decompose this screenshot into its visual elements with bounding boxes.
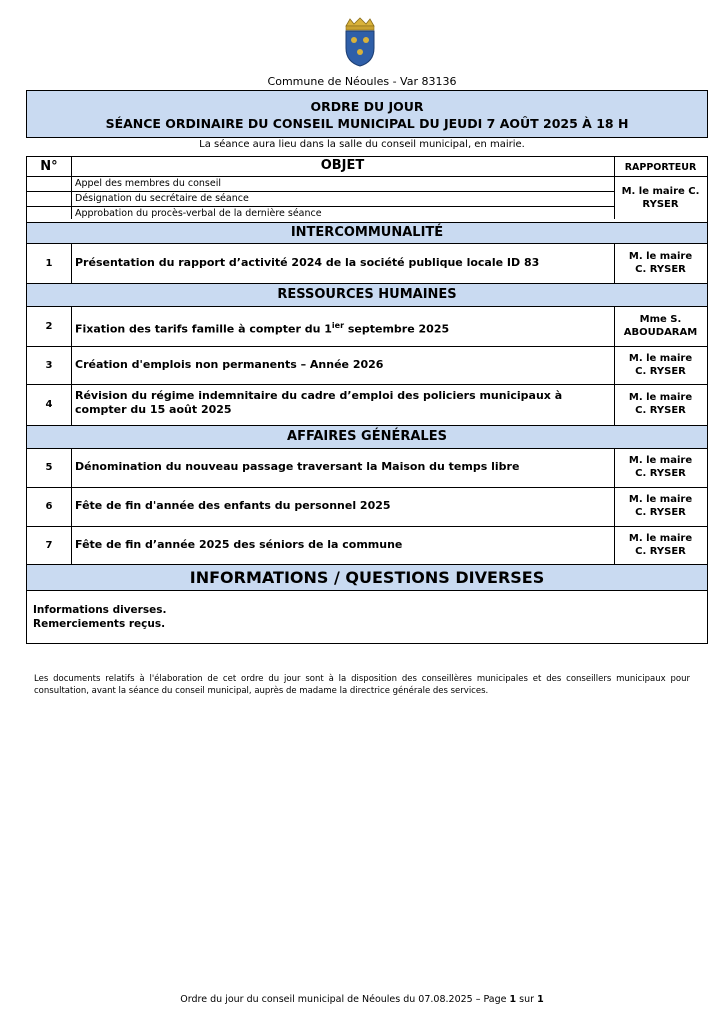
info-line: Informations diverses. — [33, 604, 167, 616]
section-intercommunalite: INTERCOMMUNALITÉ — [27, 223, 707, 243]
item-object: Révision du régime indemnitaire du cadre d’emploi des policiers municipaux à compter du 15 août 2025 — [75, 389, 563, 416]
prelim-item: Appel des membres du conseil — [75, 178, 222, 189]
prelim-rapporteur: M. le maire C. RYSER — [621, 186, 700, 210]
documents-note: Les documents relatifs à l'élaboration de cet ordre du jour sont à la disposition des conseillères municipales et des conseillers municipaux pour consultation, avant la séance du conseil municipal, auprès de madame la directrice générale des services. — [34, 674, 690, 696]
item-rapporteur: M. le maire C. RYSER — [628, 494, 693, 518]
item-object: Fixation des tarifs famille à compter du $1^{ier}$ septembre 2025 — [75, 321, 450, 336]
session-subtitle: SÉANCE ORDINAIRE DU CONSEIL MUNICIPAL DU JEUDI 7 AOÛT 2025 À 18 H — [105, 116, 629, 131]
item-object: Création d'emplois non permanents – Année 2026 — [75, 358, 384, 371]
item-number: 1 — [45, 258, 53, 269]
agenda-table — [26, 156, 708, 644]
item-object: Dénomination du nouveau passage traversant la Maison du temps libre — [75, 460, 520, 473]
item-rapporteur: M. le maire C. RYSER — [628, 533, 693, 557]
municipal-coat-of-arms-icon — [340, 16, 380, 68]
item-rapporteur: M. le maire C. RYSER — [628, 455, 693, 479]
prelim-item: Approbation du procès-verbal de la dernière séance — [75, 208, 322, 219]
item-number: 5 — [45, 462, 53, 473]
item-rapporteur: M. le maire C. RYSER — [628, 392, 693, 416]
section-affaires-generales: AFFAIRES GÉNÉRALES — [27, 426, 707, 448]
page-title: ORDRE DU JOUR — [310, 99, 424, 114]
item-object: Présentation du rapport d’activité 2024 de la société publique locale ID 83 — [75, 256, 540, 269]
item-rapporteur: Mme S. ABOUDARAM — [623, 314, 698, 338]
item-number: 3 — [45, 360, 53, 371]
session-location: La séance aura lieu dans la salle du conseil municipal, en mairie. — [199, 139, 525, 150]
item-rapporteur: M. le maire C. RYSER — [628, 353, 693, 377]
item-number: 7 — [45, 540, 53, 551]
info-line: Remerciements reçus. — [33, 618, 166, 630]
section-ressources-humaines: RESSOURCES HUMAINES — [27, 284, 707, 306]
item-number: 2 — [45, 321, 53, 332]
item-object: Fête de fin d'année des enfants du personnel 2025 — [75, 499, 391, 512]
commune-name: Commune de Néoules - Var 83136 — [267, 75, 457, 88]
info-block — [33, 603, 166, 631]
column-header-object: OBJET — [320, 158, 365, 173]
item-object: Fête de fin d’année 2025 des séniors de la commune — [75, 538, 403, 551]
column-header-rapporteur: RAPPORTEUR — [624, 162, 697, 173]
item-number: 4 — [45, 399, 53, 410]
title-banner — [26, 90, 708, 138]
item-rapporteur: M. le maire C. RYSER — [628, 251, 693, 275]
item-number: 6 — [45, 501, 53, 512]
prelim-item: Désignation du secrétaire de séance — [75, 193, 249, 204]
column-header-number: N° — [40, 159, 58, 174]
page-footer: Ordre du jour du conseil municipal de Néoules du 07.08.2025 – Page 1 sur 1 — [180, 994, 544, 1005]
section-informations-questions: INFORMATIONS / QUESTIONS DIVERSES — [27, 565, 707, 590]
